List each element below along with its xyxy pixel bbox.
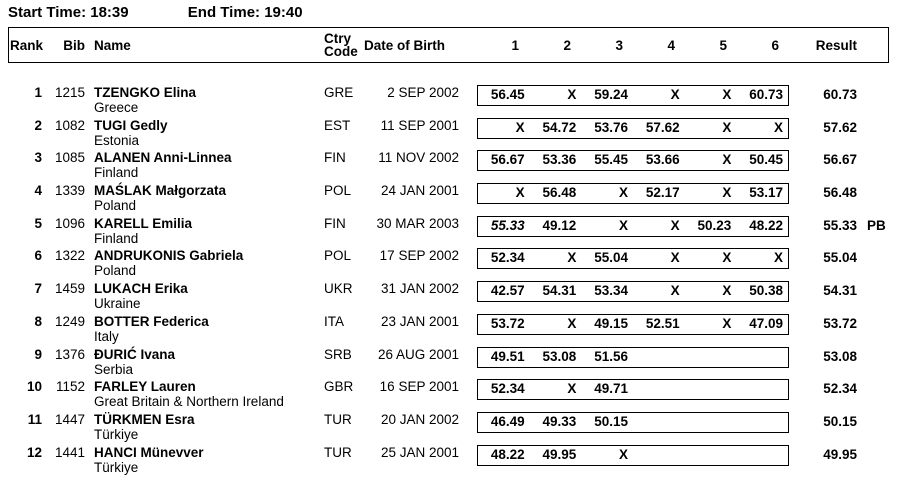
attempt-1-cell: X — [515, 185, 525, 201]
country-code-cell: SRB — [324, 346, 352, 362]
attempt-2-cell: 53.36 — [542, 152, 577, 168]
column-header-name: Name — [94, 37, 131, 53]
athlete-cell — [94, 85, 324, 115]
athlete-cell — [94, 412, 324, 442]
attempt-3-cell: 53.34 — [594, 283, 628, 299]
attempt-1-cell: 52.34 — [490, 381, 525, 397]
athlete-cell — [94, 118, 324, 148]
attempt-5-cell — [685, 348, 737, 367]
attempt-1-cell: X — [515, 119, 525, 135]
attempt-1-cell: 48.22 — [490, 446, 525, 462]
athlete-cell — [94, 216, 324, 246]
table-row — [0, 314, 900, 347]
athlete-country: Great Britain & Northern Ireland — [94, 394, 284, 410]
attempt-2-cell: 54.72 — [542, 119, 577, 135]
result-cell: 56.48 — [823, 185, 857, 201]
table-row — [0, 281, 900, 314]
country-code-cell: POL — [324, 248, 352, 264]
attempt-3-cell: X — [618, 217, 628, 233]
attempts-box — [477, 118, 789, 139]
country-code-cell: UKR — [324, 281, 353, 297]
attempt-5-cell — [685, 413, 737, 432]
attempt-2-cell: X — [567, 381, 577, 397]
date-of-birth-cell: 23 JAN 2001 — [380, 313, 459, 329]
attempt-2-cell: X — [567, 315, 577, 331]
bib-cell: 1096 — [54, 215, 85, 231]
rank-cell: 11 — [27, 411, 42, 427]
date-of-birth-cell: 20 JAN 2002 — [380, 411, 459, 427]
athlete-cell — [94, 183, 324, 213]
rank-cell: 1 — [34, 85, 42, 100]
column-header-ctry-line1: Ctry — [324, 31, 352, 46]
attempts-box — [477, 412, 789, 433]
bib-cell: 1082 — [54, 117, 85, 133]
date-of-birth-cell: 2 SEP 2002 — [387, 85, 459, 100]
result-cell: 55.33 — [823, 217, 857, 233]
bib-cell: 1447 — [54, 411, 85, 427]
date-of-birth-cell: 17 SEP 2002 — [379, 248, 459, 264]
date-of-birth-cell: 24 JAN 2001 — [380, 183, 459, 199]
column-header-attempt-4: 4 — [667, 37, 675, 53]
rank-cell: 12 — [26, 444, 42, 460]
start-time-label: Start Time: — [8, 4, 87, 21]
attempt-4-cell — [633, 413, 685, 432]
date-of-birth-cell: 31 JAN 2002 — [380, 281, 459, 297]
attempt-1-cell: 52.34 — [490, 250, 525, 266]
attempt-6-cell: 48.22 — [749, 217, 783, 233]
table-row — [0, 248, 900, 281]
athlete-country: Türkiye — [94, 426, 139, 442]
table-row — [0, 85, 900, 118]
athlete-name: ĐURIĆ Ivana — [94, 346, 176, 362]
table-row — [0, 150, 900, 183]
attempt-4-cell: 53.66 — [645, 152, 680, 168]
rank-cell: 8 — [34, 313, 42, 329]
athlete-country: Finland — [94, 165, 139, 181]
result-cell: 60.73 — [823, 87, 857, 102]
attempt-1-cell: 49.51 — [490, 348, 525, 364]
rank-cell: 5 — [34, 215, 42, 231]
attempt-3-cell: 49.71 — [594, 381, 628, 397]
attempt-3-cell: X — [618, 446, 628, 462]
athlete-country: Poland — [94, 198, 137, 214]
athlete-cell — [94, 445, 324, 475]
attempt-6-cell: 47.09 — [749, 315, 783, 331]
attempts-box — [477, 281, 789, 302]
attempt-5-cell: X — [722, 315, 732, 331]
attempt-6-cell — [736, 413, 788, 432]
rank-cell: 9 — [34, 346, 42, 362]
date-of-birth-cell: 16 SEP 2001 — [379, 379, 459, 395]
country-code-cell: TUR — [324, 444, 352, 460]
athlete-name: ANDRUKONIS Gabriela — [94, 248, 244, 264]
bib-cell: 1249 — [54, 313, 85, 329]
attempts-box — [477, 85, 789, 106]
attempt-6-cell — [736, 348, 788, 367]
column-header-dob: Date of Birth — [364, 37, 445, 53]
attempt-5-cell: X — [722, 152, 732, 168]
attempts-box — [477, 248, 789, 269]
attempt-5-cell — [685, 380, 737, 399]
attempt-4-cell — [633, 348, 685, 367]
table-row — [0, 347, 900, 380]
result-cell: 57.62 — [823, 119, 857, 135]
country-code-cell: POL — [324, 183, 352, 199]
result-cell: 53.72 — [823, 315, 857, 331]
athlete-country: Italy — [94, 328, 119, 344]
attempts-box — [477, 347, 789, 368]
attempts-box — [477, 216, 789, 237]
attempt-5-cell: 50.23 — [697, 217, 732, 233]
country-code-cell: ITA — [324, 313, 344, 329]
attempt-4-cell: 52.17 — [645, 185, 680, 201]
result-cell: 52.34 — [823, 381, 857, 397]
attempt-4-cell: X — [670, 87, 680, 102]
athlete-country: Türkiye — [94, 459, 139, 475]
column-headers-attempts — [477, 38, 789, 53]
athlete-country: Greece — [94, 100, 139, 115]
athlete-country: Ukraine — [94, 296, 141, 312]
attempt-1-cell: 46.49 — [490, 413, 525, 429]
rank-cell: 3 — [34, 150, 42, 166]
bib-cell: 1441 — [54, 444, 85, 460]
date-of-birth-cell: 25 JAN 2001 — [380, 444, 459, 460]
attempt-3-cell: 55.45 — [594, 152, 628, 168]
date-of-birth-cell: 11 NOV 2002 — [378, 150, 459, 166]
athlete-name: TÜRKMEN Esra — [94, 411, 195, 427]
bib-cell: 1376 — [54, 346, 85, 362]
attempt-6-cell: 60.73 — [749, 87, 783, 102]
athlete-name: ALANEN Anni-Linnea — [94, 150, 232, 166]
column-header-rank: Rank — [10, 37, 44, 53]
attempt-6-cell — [736, 380, 788, 399]
attempt-6-cell — [736, 446, 788, 465]
bib-cell: 1459 — [54, 281, 85, 297]
athlete-cell — [94, 150, 324, 180]
attempt-4-cell: X — [670, 283, 680, 299]
attempt-4-cell: X — [670, 250, 680, 266]
attempt-5-cell: X — [722, 119, 732, 135]
attempt-2-cell: X — [567, 87, 577, 102]
attempt-1-cell: 42.57 — [490, 283, 525, 299]
result-note: PB — [867, 217, 886, 233]
attempt-5-cell: X — [722, 283, 732, 299]
country-code-cell: FIN — [324, 150, 346, 166]
athlete-name: KARELL Emilia — [94, 215, 193, 231]
result-cell: 50.15 — [823, 413, 857, 429]
attempt-5-cell: X — [722, 87, 732, 102]
athlete-name: TZENGKO Elina — [94, 85, 197, 100]
attempt-3-cell: 49.15 — [594, 315, 628, 331]
bib-cell: 1322 — [54, 248, 85, 264]
attempt-3-cell: X — [618, 185, 628, 201]
attempt-6-cell: X — [773, 250, 783, 266]
attempt-5-cell: X — [722, 250, 732, 266]
athlete-cell — [94, 281, 324, 311]
athlete-cell — [94, 314, 324, 344]
table-row — [0, 183, 900, 216]
attempt-6-cell: 50.38 — [749, 283, 783, 299]
attempt-2-cell: 53.08 — [542, 348, 577, 364]
column-header-ctry-line2: Code — [324, 44, 358, 59]
end-time-label: End Time: — [187, 4, 261, 21]
attempts-box — [477, 183, 789, 204]
athlete-country: Finland — [94, 230, 139, 246]
attempt-1-cell: 56.45 — [490, 87, 525, 102]
attempt-2-cell: 49.12 — [542, 217, 577, 233]
country-code-cell: TUR — [324, 411, 352, 427]
column-header-attempt-1: 1 — [511, 37, 519, 53]
attempt-1-cell: 56.67 — [490, 152, 525, 168]
session-times — [8, 4, 303, 21]
attempt-5-cell — [685, 446, 737, 465]
attempts-box — [477, 379, 789, 400]
attempt-3-cell: 53.76 — [594, 119, 628, 135]
bib-cell: 1152 — [55, 379, 85, 395]
result-cell: 54.31 — [823, 283, 857, 299]
athlete-country: Serbia — [94, 361, 134, 377]
date-of-birth-cell: 26 AUG 2001 — [377, 346, 459, 362]
athlete-name: MAŚLAK Małgorzata — [94, 183, 227, 199]
column-header-result: Result — [815, 37, 857, 53]
attempt-6-cell: X — [773, 119, 783, 135]
column-header-attempt-3: 3 — [615, 37, 623, 53]
column-header-ctry-code — [324, 32, 364, 58]
athlete-cell — [94, 248, 324, 278]
column-header-attempt-2: 2 — [563, 37, 571, 53]
country-code-cell: EST — [324, 117, 351, 133]
attempt-6-cell: 53.17 — [749, 185, 783, 201]
rank-cell: 2 — [34, 117, 42, 133]
column-header-bib: Bib — [63, 37, 85, 53]
attempt-1-cell: 53.72 — [490, 315, 525, 331]
attempt-2-cell: X — [567, 250, 577, 266]
rank-cell: 7 — [34, 281, 42, 297]
table-row — [0, 379, 900, 412]
rank-cell: 4 — [34, 183, 42, 199]
attempt-4-cell: 52.51 — [645, 315, 680, 331]
attempts-box — [477, 445, 789, 466]
bib-cell: 1339 — [54, 183, 85, 199]
athlete-country: Poland — [94, 263, 137, 279]
bib-cell: 1215 — [54, 85, 85, 100]
attempt-5-cell: X — [722, 185, 732, 201]
result-cell: 55.04 — [823, 250, 857, 266]
country-code-cell: FIN — [324, 215, 346, 231]
attempt-4-cell — [633, 446, 685, 465]
attempt-2-cell: 56.48 — [542, 185, 577, 201]
attempt-2-cell: 49.95 — [542, 446, 577, 462]
results-rows — [0, 85, 900, 477]
attempt-4-cell — [633, 380, 685, 399]
table-header — [0, 27, 900, 63]
attempts-box — [477, 314, 789, 335]
country-code-cell: GBR — [324, 379, 354, 395]
table-row — [0, 118, 900, 151]
athlete-name: LUKACH Erika — [94, 281, 188, 297]
athlete-name: HANCI Münevver — [94, 444, 204, 460]
column-header-attempt-6: 6 — [771, 37, 779, 53]
attempt-3-cell: 59.24 — [594, 87, 628, 102]
start-time-value: 18:39 — [90, 4, 129, 21]
athlete-name: FARLEY Lauren — [94, 379, 196, 395]
rank-cell: 10 — [26, 379, 42, 395]
table-row — [0, 216, 900, 249]
attempt-6-cell: 50.45 — [749, 152, 783, 168]
athlete-name: BOTTER Federica — [94, 313, 209, 329]
athlete-country: Estonia — [94, 132, 140, 148]
attempt-4-cell: X — [670, 217, 680, 233]
end-time-value: 19:40 — [264, 4, 303, 21]
attempt-4-cell: 57.62 — [645, 119, 680, 135]
date-of-birth-cell: 11 SEP 2001 — [380, 117, 459, 133]
result-cell: 53.08 — [823, 348, 857, 364]
attempt-3-cell: 50.15 — [594, 413, 628, 429]
athlete-cell — [94, 379, 324, 409]
athlete-cell — [94, 347, 324, 377]
rank-cell: 6 — [34, 248, 42, 264]
result-cell: 49.95 — [823, 446, 857, 462]
attempt-2-cell: 49.33 — [542, 413, 577, 429]
result-cell: 56.67 — [823, 152, 857, 168]
bib-cell: 1085 — [54, 150, 85, 166]
attempt-1-cell: 55.33 — [490, 217, 525, 233]
attempt-3-cell: 51.56 — [594, 348, 628, 364]
attempt-2-cell: 54.31 — [542, 283, 577, 299]
table-row — [0, 445, 900, 478]
attempt-3-cell: 55.04 — [594, 250, 628, 266]
column-header-attempt-5: 5 — [719, 37, 727, 53]
athlete-name: TUGI Gedly — [94, 117, 168, 133]
table-row — [0, 412, 900, 445]
country-code-cell: GRE — [324, 85, 354, 100]
date-of-birth-cell: 30 MAR 2003 — [376, 215, 459, 231]
attempts-box — [477, 150, 789, 171]
